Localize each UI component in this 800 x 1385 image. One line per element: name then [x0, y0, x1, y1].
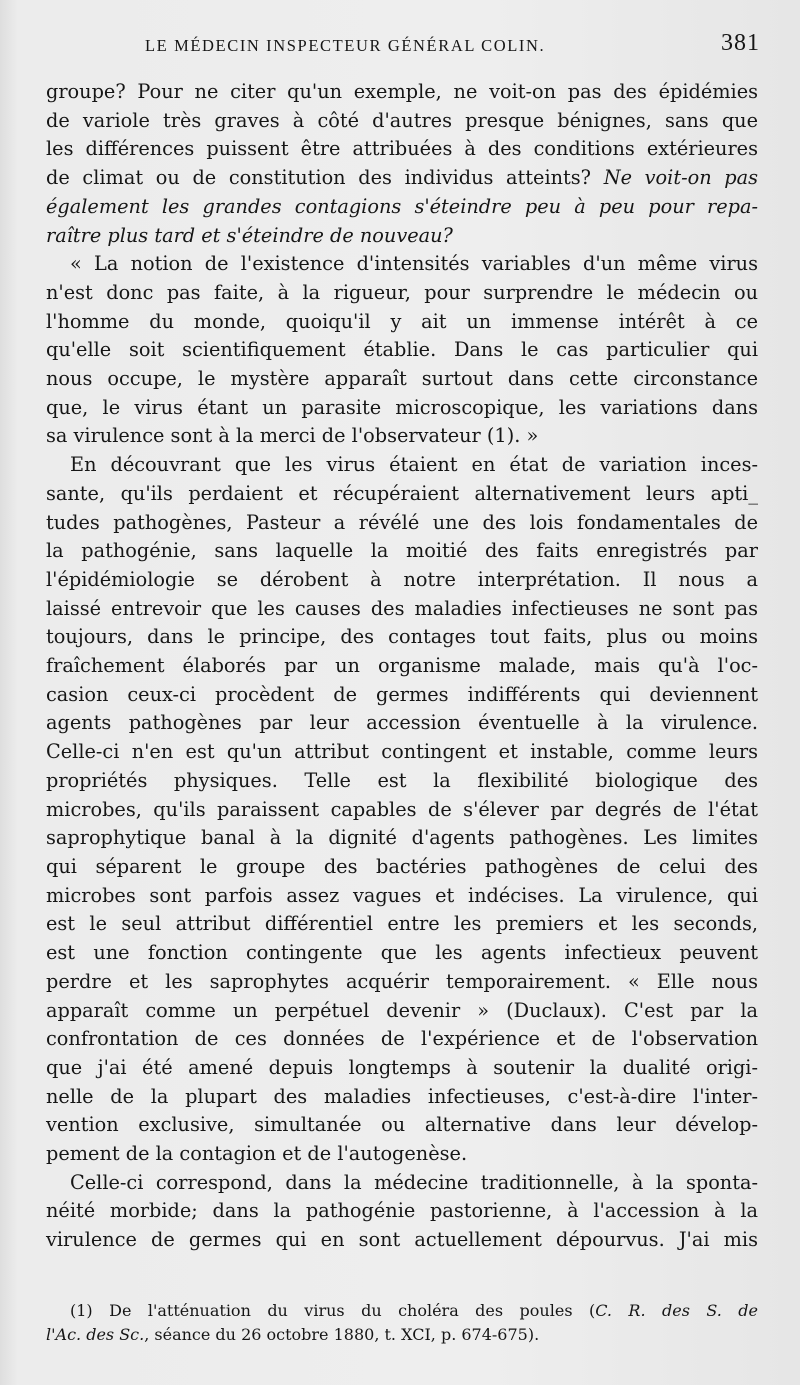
text-line: En découvrant que les virus étaient en état de variation inces- [70, 453, 758, 477]
text-line: microbes, qu'ils paraissent capables de s'élever par degrés de l'état [46, 797, 758, 821]
text-line: microbes sont parfois assez vagues et indécises. La virulence, qui [46, 883, 758, 907]
text-line: qui séparent le groupe des bactéries pathogènes de celui des [46, 854, 758, 878]
text-line: « La notion de l'existence d'intensités variables d'un même virus [70, 252, 758, 276]
running-head [120, 30, 760, 64]
text-line: les différences puissent être attribuées à des conditions extérieures [46, 137, 758, 161]
text-line: perdre et les saprophytes acquérir temporairement. « Elle nous [46, 969, 758, 993]
text-line: fraîchement élaborés par un organisme malade, mais qu'à l'oc- [46, 654, 758, 678]
text-line: agents pathogènes par leur accession éventuelle à la virulence. [46, 711, 758, 735]
text-line-roman-part: de climat ou de constitution des individus atteints? [46, 166, 604, 190]
text-line: vention exclusive, simultanée ou alternative dans leur dévelop- [46, 1113, 758, 1137]
text-line: groupe? Pour ne citer qu'un exemple, ne voit-on pas des épidémies [46, 80, 758, 103]
text-line: apparaît comme un perpétuel devenir » (Duclaux). C'est par la [46, 998, 758, 1022]
text-line: de variole très graves à côté d'autres presque bénignes, sans que [46, 108, 758, 132]
text-line: sante, qu'ils perdaient et récupéraient alternativement leurs apti_ [46, 481, 758, 505]
text-line: que j'ai été amené depuis longtemps à soutenir la dualité origi- [46, 1055, 758, 1079]
text-line: que, le virus étant un parasite microscopique, les variations dans [46, 395, 758, 419]
text-line: Celle-ci n'en est qu'un attribut contingent et instable, comme leurs [46, 740, 758, 764]
text-line: virulence de germes qui en sont actuellement dépourvus. J'ai mis [46, 1228, 758, 1252]
text-line: confrontation de ces données de l'expérience et de l'observation [46, 1027, 758, 1051]
footnote-citation: l'Ac. des Sc. [46, 1325, 145, 1344]
footnote-text: (1) De l'atténuation du virus du choléra des poules ( [70, 1301, 596, 1320]
running-title: LE MÉDECIN INSPECTEUR GÉNÉRAL COLIN. [145, 36, 546, 55]
text-line: Celle-ci correspond, dans la médecine traditionnelle, à la sponta- [70, 1170, 758, 1194]
text-line: également les grandes contagions s'éteindre peu à peu pour repa- [46, 194, 758, 218]
text-line: néité morbide; dans la pathogénie pastorienne, à l'accession à la [46, 1199, 758, 1223]
page-number: 381 [721, 30, 760, 56]
text-line: toujours, dans le principe, des contages tout faits, plus ou moins [46, 625, 758, 649]
footnote [46, 1299, 758, 1347]
text-line-italic-part: Ne voit-on pas [603, 166, 759, 190]
footnote-text: , séance du 26 octobre 1880, t. XCI, p. 674-675). [144, 1325, 540, 1344]
text-line: sa virulence sont à la merci de l'observateur (1). » [46, 424, 539, 448]
text-line: l'épidémiologie se dérobent à notre interprétation. Il nous a [46, 567, 758, 591]
text-line: propriétés physiques. Telle est la flexibilité biologique des [46, 768, 758, 792]
text-line: saprophytique banal à la dignité d'agents pathogènes. Les limites [46, 826, 758, 850]
text-line: l'homme du monde, quoiqu'il y ait un immense intérêt à ce [46, 309, 758, 333]
text-line: casion ceux-ci procèdent de germes indifférents qui deviennent [46, 682, 758, 706]
footnote-line [46, 1299, 758, 1323]
text-line: nous occupe, le mystère apparaît surtout dans cette circonstance [46, 367, 758, 391]
text-line: qu'elle soit scientifiquement établie. Dans le cas particulier qui [46, 338, 758, 362]
footnote-citation: C. R. des S. de [595, 1301, 758, 1320]
body-text [46, 78, 758, 1255]
text-line: la pathogénie, sans laquelle la moitié des faits enregistrés par [46, 539, 758, 563]
text-line: pement de la contagion et de l'autogenèse. [46, 1142, 468, 1166]
text-line: tudes pathogènes, Pasteur a révélé une des lois fondamentales de [46, 510, 758, 534]
text-line: est le seul attribut différentiel entre les premiers et les seconds, [46, 912, 758, 936]
text-line: est une fonction contingente que les agents infectieux peuvent [46, 941, 758, 965]
footnote-line [46, 1323, 758, 1347]
text-line: nelle de la plupart des maladies infectieuses, c'est-à-dire l'inter- [46, 1084, 758, 1108]
text-line: laissé entrevoir que les causes des maladies infectieuses ne sont pas [46, 596, 758, 620]
text-line: raître plus tard et s'éteindre de nouveau? [46, 223, 453, 247]
text-line [46, 164, 758, 193]
text-line: n'est donc pas faite, à la rigueur, pour surprendre le médecin ou [46, 280, 758, 304]
